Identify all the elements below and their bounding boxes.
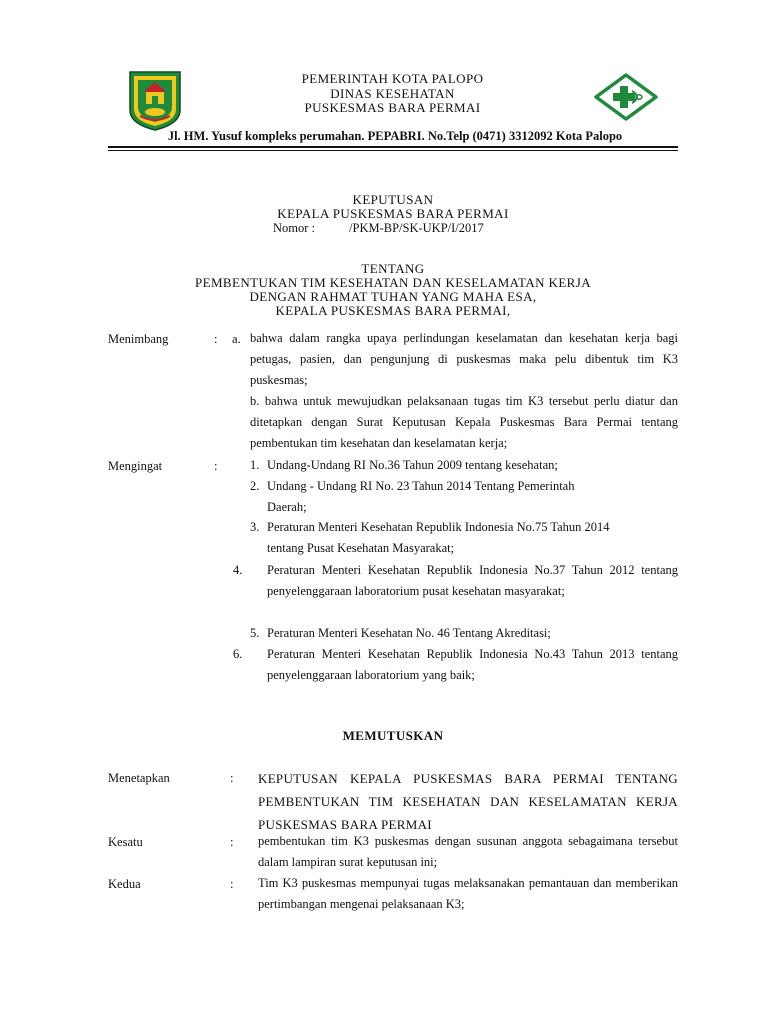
kesatu-colon: : <box>230 835 234 849</box>
mengingat-item-continuation: tentang Pusat Kesehatan Masyarakat; <box>267 541 455 555</box>
menimbang-point-a: bahwa dalam rangka upaya perlindungan keselamatan dan kesehatan kerja bagi petugas, pasien, dan pengunjung di puskesmas maka pelu dibentuk tim K3 puskesmas; <box>250 331 678 387</box>
letterhead-institution: PUSKESMAS BARA PERMAI <box>304 100 481 115</box>
mengingat-item-3 <box>250 517 678 559</box>
mengingat-item-text: Peraturan Menteri Kesehatan Republik Indonesia No.37 Tahun 2012 tentang penyelenggaraan laboratorium pusat kesehatan masyarakat; <box>267 563 678 598</box>
mengingat-item-continuation: Daerah; <box>267 500 307 514</box>
menimbang-label: Menimbang <box>108 332 169 346</box>
menetapkan-text: KEPUTUSAN KEPALA PUSKESMAS BARA PERMAI TENTANG PEMBENTUKAN TIM KESEHATAN DAN KESELAMATAN KERJA PUSKESMAS BARA PERMAI <box>258 771 678 832</box>
decree-label: KEPUTUSAN <box>352 192 434 207</box>
letterhead-address: Jl. HM. Yusuf kompleks perumahan. PEPABRI. No.Telp (0471) 3312092 Kota Palopo <box>167 129 623 143</box>
decree-head: KEPALA PUSKESMAS BARA PERMAI, <box>275 303 511 318</box>
mengingat-item-text: Undang-Undang RI No.36 Tahun 2009 tentang kesehatan; <box>267 458 558 472</box>
mengingat-item-6 <box>233 644 678 686</box>
mengingat-item-2 <box>250 476 678 518</box>
memutuskan-heading: MEMUTUSKAN <box>342 728 444 743</box>
decree-number-value: /PKM-BP/SK-UKP/I/2017 <box>349 221 484 235</box>
mengingat-item-number: 5. <box>250 626 260 640</box>
letterhead-text <box>200 72 585 116</box>
letterhead-divider <box>108 146 678 148</box>
decree-number <box>273 221 484 236</box>
letterhead-agency: DINAS KESEHATAN <box>330 85 455 101</box>
decree-subject: PEMBENTUKAN TIM KESEHATAN DAN KESELAMATAN KERJA <box>194 275 591 290</box>
decree-grace: DENGAN RAHMAT TUHAN YANG MAHA ESA, <box>249 289 537 304</box>
menimbang-point-b: b. bahwa untuk mewujudkan pelaksanaan tugas tim K3 tersebut perlu diatur dan ditetapkan dengan Surat Keputusan Kepala Puskesmas Bara Permai tentang pembentukan tim kesehatan dan keselamatan kerja; <box>250 394 678 450</box>
menetapkan-label: Menetapkan <box>108 771 170 785</box>
mengingat-item-number: 2. <box>250 479 260 493</box>
menimbang-colon: : <box>214 332 218 346</box>
puskesmas-cross-icon <box>593 72 659 122</box>
kedua-text: Tim K3 puskesmas mempunyai tugas melaksanakan pemantauan dan memberikan pertimbangan mengenai pelaksanaan K3; <box>258 876 678 911</box>
decree-number-label: Nomor : <box>273 221 316 235</box>
mengingat-item-5 <box>250 623 678 644</box>
decree-issuer: KEPALA PUSKESMAS BARA PERMAI <box>277 206 509 221</box>
mengingat-item-number: 3. <box>250 520 260 534</box>
mengingat-item-text: Undang - Undang RI No. 23 Tahun 2014 Tentang Pemerintah <box>267 479 575 493</box>
menetapkan-colon: : <box>230 771 234 785</box>
kedua-colon: : <box>230 877 234 891</box>
tentang-label: TENTANG <box>361 261 425 276</box>
letterhead-divider-thin <box>108 150 678 151</box>
decree-subject-block <box>108 262 678 318</box>
decree-title <box>108 193 678 221</box>
letterhead-government: PEMERINTAH KOTA PALOPO <box>301 71 484 86</box>
mengingat-item-number: 1. <box>250 458 260 472</box>
mengingat-item-number: 4. <box>233 563 243 577</box>
mengingat-item-4 <box>233 560 678 602</box>
mengingat-label: Mengingat <box>108 459 163 473</box>
menimbang-a-marker: a. <box>232 332 241 346</box>
palopo-emblem-icon <box>126 70 184 132</box>
mengingat-item-text: Peraturan Menteri Kesehatan Republik Indonesia No.43 Tahun 2013 tentang penyelenggaraan laboratorium yang baik; <box>267 647 678 682</box>
mengingat-colon: : <box>214 459 218 473</box>
mengingat-item-number: 6. <box>233 647 243 661</box>
kesatu-label: Kesatu <box>108 835 143 849</box>
mengingat-item-text: Peraturan Menteri Kesehatan Republik Indonesia No.75 Tahun 2014 <box>267 520 610 534</box>
mengingat-item-1 <box>250 455 678 476</box>
kedua-label: Kedua <box>108 877 141 891</box>
kesatu-text: pembentukan tim K3 puskesmas dengan susunan anggota sebagaimana tersebut dalam lampiran surat keputusan ini; <box>258 834 678 869</box>
mengingat-item-text: Peraturan Menteri Kesehatan No. 46 Tentang Akreditasi; <box>267 626 551 640</box>
